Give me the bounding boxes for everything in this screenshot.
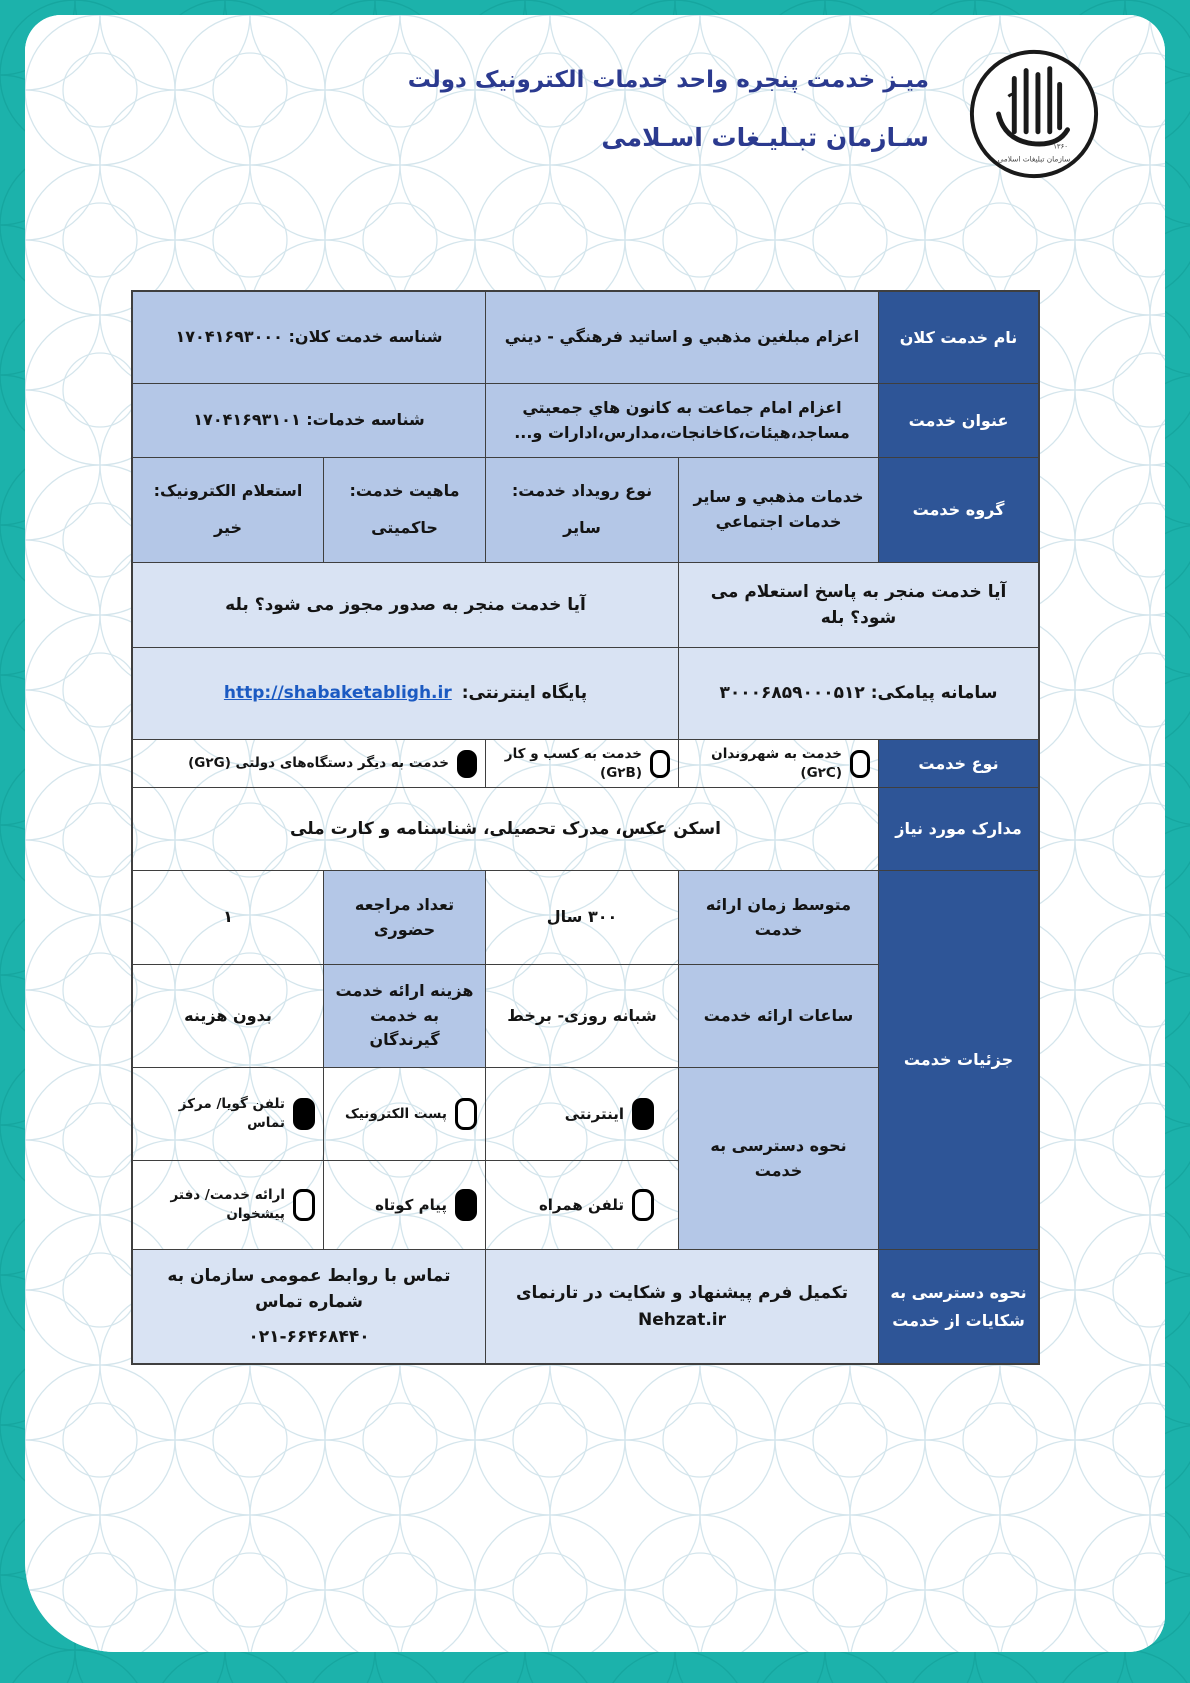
website-link[interactable]: http://shabaketabligh.ir (223, 683, 452, 704)
email-label: پست الکترونیک (344, 1105, 447, 1122)
document-page (25, 15, 1165, 1652)
electronic-inquiry (133, 458, 323, 563)
ivr-checkbox[interactable] (293, 1098, 315, 1130)
access-email (323, 1068, 485, 1161)
access-mobile (485, 1161, 678, 1250)
row-header-service-type: نوع خدمت (878, 740, 1038, 788)
ivr-label: تلفن گویا/ مرکز تماس (178, 1096, 285, 1131)
mobile-label: تلفن همراه (538, 1195, 624, 1214)
service-hours-value: شبانه روزی- برخط (485, 965, 678, 1068)
row-header-service-title: عنوان خدمت (878, 384, 1038, 458)
service-cost-value: بدون هزینه (133, 965, 323, 1068)
complaints-phone-line1: تماس با روابط عمومی سازمان به شماره تماس (167, 1265, 451, 1313)
avg-time-value: ۳۰۰ سال (485, 871, 678, 965)
macro-service-id: شناسه خدمت کلان: ۱۷۰۴۱۶۹۳۰۰۰ (133, 292, 485, 384)
complaints-phone (133, 1250, 485, 1363)
service-type-g2g (133, 740, 485, 788)
mobile-checkbox[interactable] (632, 1189, 654, 1221)
g2g-checkbox[interactable] (457, 750, 477, 778)
sms-label: پیام کوتاه (375, 1195, 447, 1214)
g2g-label: خدمت به دیگر دستگاه‌های دولتی (G۲G) (188, 755, 449, 772)
service-hours-label: ساعات ارائه خدمت (678, 965, 878, 1068)
g2b-checkbox[interactable] (650, 750, 670, 778)
service-nature (323, 458, 485, 563)
website (133, 648, 678, 740)
sms-checkbox[interactable] (455, 1189, 477, 1221)
leads-to-license: آیا خدمت منجر به صدور مجوز می شود؟ بله (133, 563, 678, 648)
email-checkbox[interactable] (455, 1098, 477, 1130)
internet-label: اینترنتی (564, 1104, 624, 1123)
electronic-inquiry-label: استعلام الکترونیک: (153, 481, 303, 501)
service-type-g2b (485, 740, 678, 788)
g2c-checkbox[interactable] (850, 750, 870, 778)
service-type-g2c (678, 740, 878, 788)
page-title: میـز خدمت پنجره واحد خدمات الکترونیک دولت (407, 67, 929, 93)
event-type (485, 458, 678, 563)
access-internet (485, 1068, 678, 1161)
row-header-required-docs: مدارک مورد نیاز (878, 788, 1038, 871)
avg-time-label: متوسط زمان ارائه خدمت (678, 871, 878, 965)
visit-count-label: تعداد مراجعه حضوری (323, 871, 485, 965)
service-group-line2: خدمات اجتماعي (715, 512, 842, 531)
g2c-label: خدمت به شهروندان (G۲C) (711, 745, 842, 781)
complaints-phone-number: ۰۲۱-۶۶۴۶۸۴۴۰ (248, 1326, 370, 1347)
row-header-complaints: نحوه دسترسی به شکایات از خدمت (878, 1250, 1038, 1363)
service-title-line2: مساجد،هیئات،کاخانجات،مدارس،ادارات و... (514, 422, 850, 442)
counter-checkbox[interactable] (293, 1189, 315, 1221)
service-group-value (678, 458, 878, 563)
access-counter (133, 1161, 323, 1250)
leads-to-inquiry: آیا خدمت منجر به پاسخ استعلام می شود؟ بله (678, 563, 1038, 648)
row-header-service-group: گروه خدمت (878, 458, 1038, 563)
event-type-label: نوع رويداد خدمت: (511, 481, 653, 501)
internet-checkbox[interactable] (632, 1098, 654, 1130)
service-group-line1: خدمات مذهبي و ساير (693, 487, 864, 507)
service-title-line1: اعزام امام جماعت به کانون هاي جمعيتي (522, 397, 842, 417)
service-nature-value: حاکمیتی (371, 518, 438, 537)
service-info-table (131, 290, 1040, 1365)
macro-service-title: اعزام مبلغين مذهبي و اساتيد فرهنگي - ديني (485, 292, 878, 384)
access-method-label: نحوه دسترسی به خدمت (678, 1068, 878, 1250)
required-docs-value: اسکن عکس، مدرک تحصیلی، شناسنامه و کارت ملی (133, 788, 878, 871)
organization-logo (965, 45, 1103, 183)
event-type-value: ساير (563, 518, 601, 537)
website-label: پایگاه اینترنتی: (461, 683, 588, 704)
sms-system: سامانه پیامکی: ۳۰۰۰۶۸۵۹۰۰۰۵۱۲ (678, 648, 1038, 740)
access-sms (323, 1161, 485, 1250)
electronic-inquiry-value: خیر (214, 518, 243, 537)
complaints-online: تکمیل فرم پیشنهاد و شکایت در تارنمای Nehzat.ir (485, 1250, 878, 1363)
document-header (408, 67, 929, 152)
logo-year: ۱۳۶۰ (1053, 142, 1069, 151)
visit-count-value: ۱ (133, 871, 323, 965)
logo-caption: سازمان تبلیغات اسلامی (997, 154, 1071, 164)
g2b-label: خدمت به کسب و کار (G۲B) (504, 745, 642, 781)
service-nature-label: ماهيت خدمت: (349, 481, 460, 501)
row-header-service-details: جزئیات خدمت (878, 871, 1038, 1250)
page-subtitle: سـازمان تبـلیـغات اسـلامی (601, 123, 929, 152)
counter-label: ارائه خدمت/ دفتر پیشخوان (170, 1187, 285, 1222)
service-cost-label: هزینه ارائه خدمت به خدمت گیرندگان (323, 965, 485, 1068)
service-title (485, 384, 878, 458)
access-ivr (133, 1068, 323, 1161)
service-id: شناسه خدمات: ۱۷۰۴۱۶۹۳۱۰۱ (133, 384, 485, 458)
row-header-macro-service: نام خدمت کلان (878, 292, 1038, 384)
